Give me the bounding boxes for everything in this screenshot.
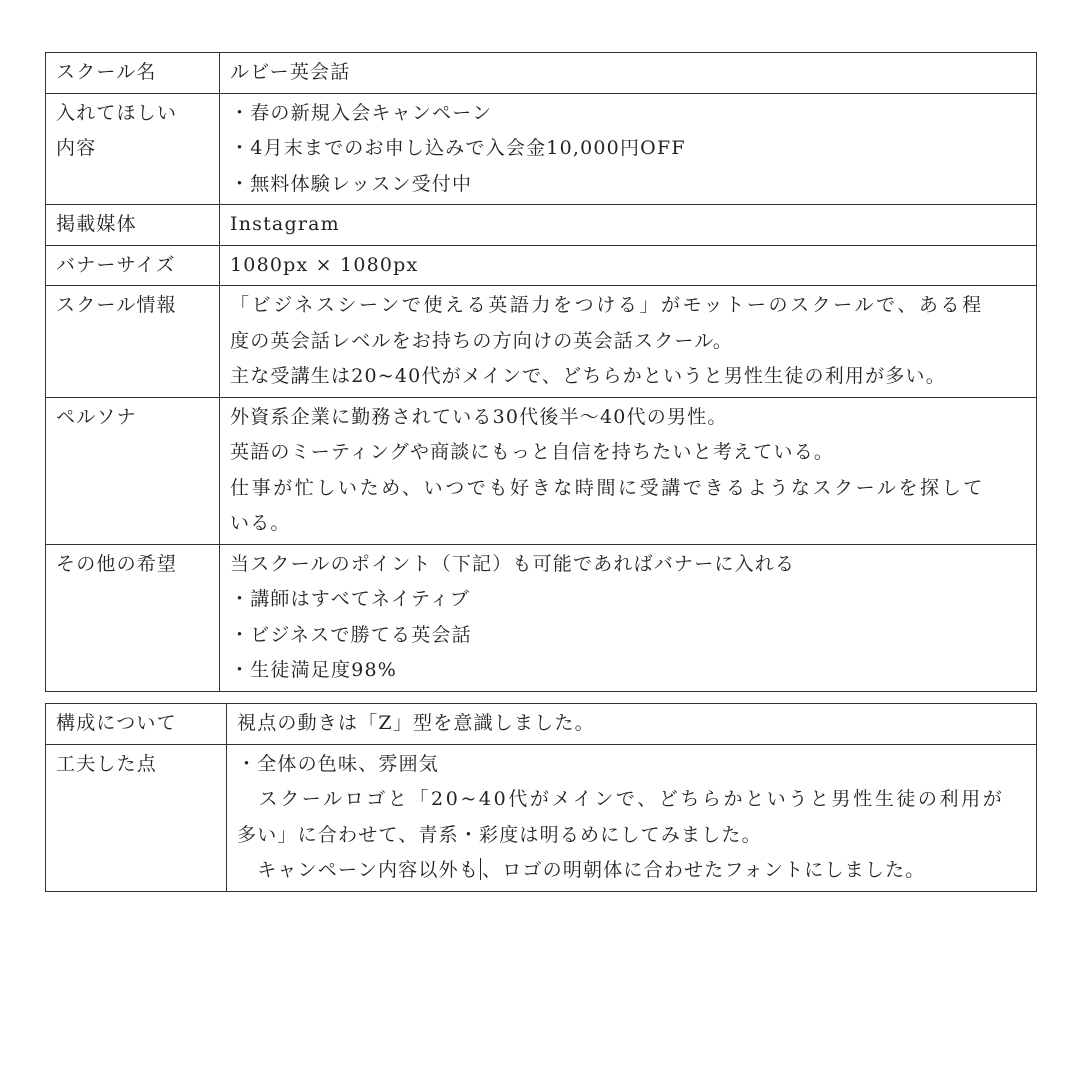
list-item: ・4月末までのお申し込みで入会金10,000円OFF	[230, 137, 686, 159]
table-row	[46, 704, 1037, 745]
table-row	[46, 286, 1037, 398]
media-value: Instagram	[220, 205, 1037, 246]
notes-table	[45, 703, 1037, 892]
table-row	[46, 397, 1037, 544]
media-label: 掲載媒体	[46, 205, 220, 246]
persona-label: ペルソナ	[46, 397, 220, 544]
table-row	[46, 53, 1037, 94]
list-item: ・無料体験レッスン受付中	[230, 172, 473, 195]
ideas-label: 工夫した点	[46, 744, 227, 891]
table-row	[46, 205, 1037, 246]
content-label: 入れてほしい 内容	[46, 93, 220, 205]
banner-size-value: 1080px × 1080px	[220, 245, 1037, 286]
content-items	[220, 93, 1037, 205]
table-row	[46, 744, 1037, 891]
school-name-label: スクール名	[46, 53, 220, 94]
ideas-text[interactable]: ・全体の色味、雰囲気 スクールロゴと「20~40代がメインで、どちらかというと男性生徒の利用が 多い」に合わせて、青系・彩度は明るめにしてみました。 キャンペーン内容以外も 、ロゴの明朝体に合わせたフォントにしました。	[227, 744, 1037, 891]
list-item: ・生徒満足度98%	[230, 659, 398, 681]
table-row	[46, 93, 1037, 205]
table-row	[46, 245, 1037, 286]
list-item: ・講師はすべてネイティブ	[230, 588, 471, 610]
table-row	[46, 544, 1037, 691]
school-info-text: 「ビジネスシーンで使える英語力をつける」がモットーのスクールで、ある程 度の英会話レベルをお持ちの方向けの英会話スクール。 主な受講生は20~40代がメインで、どちらかというと男性生徒の利用が多い。	[220, 286, 1037, 398]
other-requests-label: その他の希望	[46, 544, 220, 691]
text-cursor	[480, 858, 481, 880]
persona-text: 外資系企業に勤務されている30代後半～40代の男性。 英語のミーティングや商談にもっと自信を持ちたいと考えている。 仕事が忙しいため、いつでも好きな時間に受講できるようなスクールを探して いる。	[220, 397, 1037, 544]
list-item: ・ビジネスで勝てる英会話	[230, 623, 472, 646]
composition-label: 構成について	[46, 704, 227, 745]
composition-value[interactable]: 視点の動きは「Z」型を意識しました。	[227, 704, 1037, 745]
other-requests-text: 当スクールのポイント（下記）も可能であればバナーに入れる ・講師はすべてネイティブ ・ビジネスで勝てる英会話 ・生徒満足度98%	[220, 544, 1037, 691]
school-name-value: ルビー英会話	[220, 53, 1037, 94]
school-info-label: スクール情報	[46, 286, 220, 398]
list-item: ・春の新規入会キャンペーン	[230, 101, 493, 124]
brief-table	[45, 52, 1037, 692]
banner-size-label: バナーサイズ	[46, 245, 220, 286]
